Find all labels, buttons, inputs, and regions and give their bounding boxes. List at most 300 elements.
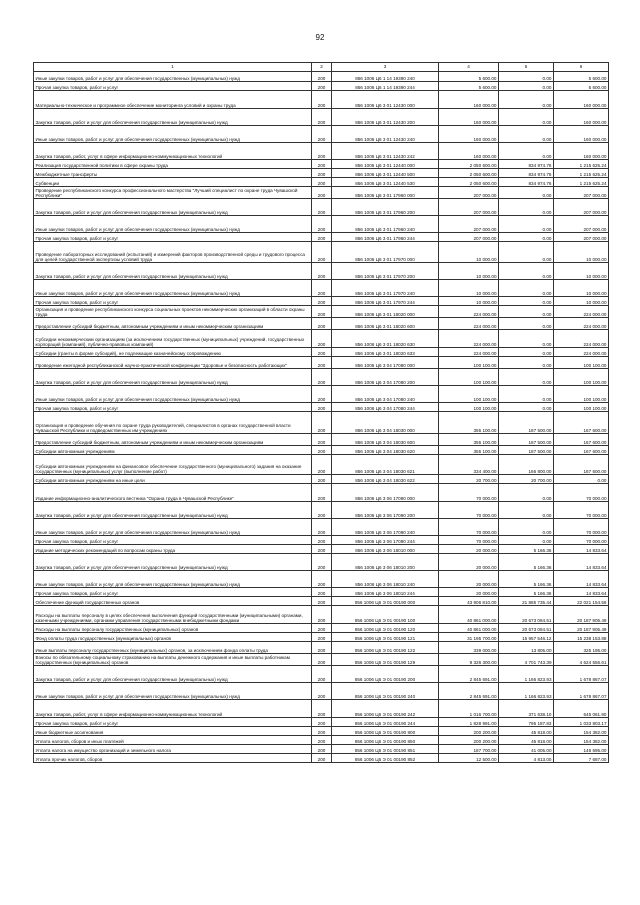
table-row <box>34 754 609 763</box>
row-classification: 856 1006 Ц6 3 01 18020 633 <box>332 348 439 357</box>
row-code: 200 <box>312 263 332 280</box>
row-classification: 856 1006 Ц6 3 04 18030 622 <box>332 475 439 484</box>
row-executed: 21 885 735.44 <box>499 597 554 606</box>
row-code: 200 <box>312 160 332 169</box>
table-row <box>34 297 609 306</box>
row-description: Издание методических рекомендаций по вопросам охраны труда <box>34 545 312 554</box>
row-code: 200 <box>312 754 332 763</box>
table-row <box>34 412 609 434</box>
row-executed: 0.00 <box>499 187 554 199</box>
row-executed: 45 818.00 <box>499 727 554 736</box>
row-executed: 834 974.76 <box>499 169 554 178</box>
row-code: 200 <box>312 606 332 624</box>
row-approved: 2 050 600.00 <box>439 160 499 169</box>
row-classification: 856 1006 Ц6 Э 01 00190 852 <box>332 754 439 763</box>
row-executed: 20 673 084.51 <box>499 624 554 633</box>
row-classification: 856 1006 Ц6 3 01 12430 000 <box>332 91 439 109</box>
row-description: Закупка товаров, работ и услуг для обеспечения государственных (муниципальных) нужд <box>34 502 312 519</box>
row-code: 200 <box>312 588 332 597</box>
row-code: 200 <box>312 718 332 727</box>
row-remaining: 1 215 625.24 <box>554 160 609 169</box>
table-row <box>34 82 609 91</box>
row-executed: 187 500.00 <box>499 446 554 455</box>
row-classification: 856 1006 Ц6 3 04 18030 000 <box>332 412 439 434</box>
row-description: Иные выплаты персоналу государственных (муниципальных) органов, за исключением фонда оплаты труда <box>34 642 312 654</box>
row-code: 200 <box>312 297 332 306</box>
row-approved: 20 000.00 <box>439 588 499 597</box>
row-approved: 43 906 810.00 <box>439 597 499 606</box>
row-executed: 41 005.00 <box>499 745 554 754</box>
row-code: 200 <box>312 369 332 386</box>
row-approved: 200 200.00 <box>439 727 499 736</box>
row-description: Расходы на выплаты персоналу государственных (муниципальных) органов <box>34 624 312 633</box>
table-row <box>34 545 609 554</box>
row-code: 200 <box>312 554 332 571</box>
row-remaining: 224 000.00 <box>554 330 609 348</box>
row-classification: 856 1006 Ц6 3 06 18010 244 <box>332 588 439 597</box>
row-classification: 856 1006 Ц6 3 01 17960 240 <box>332 216 439 233</box>
row-remaining: 10 000.00 <box>554 280 609 297</box>
table-row <box>34 571 609 588</box>
row-remaining: 70 000.00 <box>554 502 609 519</box>
row-approved: 20 000.00 <box>439 545 499 554</box>
row-description: Прочая закупка товаров, работ и услуг <box>34 233 312 242</box>
row-executed: 0.00 <box>499 199 554 216</box>
row-remaining: 224 000.00 <box>554 306 609 318</box>
row-description: Закупка товаров, работ и услуг для обеспечения государственных (муниципальных) нужд <box>34 369 312 386</box>
table-row <box>34 178 609 187</box>
row-remaining: 207 000.00 <box>554 216 609 233</box>
row-code: 200 <box>312 82 332 91</box>
row-approved: 100 100.00 <box>439 357 499 369</box>
row-executed: 834 974.76 <box>499 178 554 187</box>
row-approved: 100 100.00 <box>439 386 499 403</box>
row-approved: 2 845 691.00 <box>439 666 499 683</box>
row-executed: 0.00 <box>499 357 554 369</box>
row-description: Прочая закупка товаров, работ и услуг <box>34 536 312 545</box>
row-remaining: 167 600.00 <box>554 412 609 434</box>
row-description: Иные закупки товаров, работ и услуг для обеспечения государственных (муниципальных) нужд <box>34 571 312 588</box>
row-code: 200 <box>312 109 332 126</box>
row-description: Уплата налога на имущество организаций и земельного налога <box>34 745 312 754</box>
row-code: 200 <box>312 216 332 233</box>
row-executed: 0.00 <box>499 82 554 91</box>
table-row <box>34 109 609 126</box>
row-classification: 856 1006 Ц6 Э 01 00190 129 <box>332 654 439 666</box>
row-code: 200 <box>312 242 332 263</box>
row-remaining: 20 187 905.49 <box>554 606 609 624</box>
row-description: Иные закупки товаров, работ и услуг для обеспечения государственных (муниципальных) нужд <box>34 126 312 143</box>
row-code: 200 <box>312 666 332 683</box>
row-classification: 856 1006 Ц6 3 01 12430 200 <box>332 109 439 126</box>
row-executed: 187 500.00 <box>499 434 554 446</box>
row-executed: 166 800.00 <box>499 455 554 475</box>
table-row <box>34 126 609 143</box>
table-row <box>34 357 609 369</box>
row-description: Реализация государственной политики в сфере охраны труда <box>34 160 312 169</box>
column-header: 3 <box>332 63 439 72</box>
row-approved: 70 000.00 <box>439 519 499 536</box>
row-classification: 856 1006 Ц6 3 01 18020 000 <box>332 306 439 318</box>
table-row <box>34 633 609 642</box>
row-executed: 0.00 <box>499 369 554 386</box>
row-description: Субсидии (гранты в форме субсидий), не подлежащие казначейскому сопровождению <box>34 348 312 357</box>
row-remaining: 160 000.00 <box>554 126 609 143</box>
row-approved: 40 861 000.00 <box>439 606 499 624</box>
row-code: 200 <box>312 126 332 143</box>
row-code: 200 <box>312 475 332 484</box>
table-row <box>34 554 609 571</box>
row-description: Организация и проведение обучения по охране труда руководителей, специалистов в органах государственной власти Чувашской Республики и подведомственных им учреждениях <box>34 412 312 434</box>
column-header: 6 <box>554 63 609 72</box>
row-description: Предоставление субсидий бюджетным, автономным учреждениям и иным некоммерческим организациям <box>34 318 312 330</box>
row-approved: 187 700.00 <box>439 745 499 754</box>
row-code: 200 <box>312 455 332 475</box>
row-classification: 856 1006 Ц6 3 01 17970 200 <box>332 263 439 280</box>
row-approved: 20 700.00 <box>439 475 499 484</box>
row-remaining: 70 000.00 <box>554 519 609 536</box>
row-remaining: 167 600.00 <box>554 434 609 446</box>
row-code: 200 <box>312 700 332 718</box>
row-code: 200 <box>312 357 332 369</box>
table-row <box>34 72 609 82</box>
row-code: 200 <box>312 502 332 519</box>
row-code: 200 <box>312 519 332 536</box>
row-executed: 1 166 823.93 <box>499 683 554 700</box>
row-code: 200 <box>312 143 332 160</box>
column-header: 1 <box>34 63 312 72</box>
row-remaining: 1 215 625.24 <box>554 169 609 178</box>
row-code: 200 <box>312 72 332 82</box>
row-code: 200 <box>312 545 332 554</box>
table-row <box>34 330 609 348</box>
table-row <box>34 263 609 280</box>
row-classification: 856 1006 Ц6 3 01 18020 600 <box>332 318 439 330</box>
row-code: 200 <box>312 348 332 357</box>
row-classification: 856 1006 Ц6 3 01 12440 500 <box>332 169 439 178</box>
row-approved: 12 500.00 <box>439 754 499 763</box>
row-approved: 70 000.00 <box>439 536 499 545</box>
row-approved: 355 100.00 <box>439 434 499 446</box>
row-classification: 856 1006 Ц6 3 01 12430 240 <box>332 126 439 143</box>
row-description: Закупка товаров, работ и услуг для обеспечения государственных (муниципальных) нужд <box>34 554 312 571</box>
row-description: Фонд оплаты труда государственных (муниципальных) органов <box>34 633 312 642</box>
row-description: Взносы по обязательному социальному страхованию на выплаты денежного содержания и иные выплаты работникам государственных (муниципальных) органов <box>34 654 312 666</box>
row-description: Субсидии автономным учреждениям <box>34 446 312 455</box>
row-code: 200 <box>312 484 332 502</box>
row-approved: 20 000.00 <box>439 571 499 588</box>
row-remaining: 10 000.00 <box>554 263 609 280</box>
row-classification: 856 1006 Ц6 1 14 19390 244 <box>332 82 439 91</box>
row-code: 200 <box>312 199 332 216</box>
row-code: 200 <box>312 386 332 403</box>
row-classification: 856 1006 Ц6 3 01 12440 000 <box>332 160 439 169</box>
row-approved: 20 000.00 <box>439 554 499 571</box>
row-executed: 20 673 084.51 <box>499 606 554 624</box>
row-description: Прочая закупка товаров, работ и услуг <box>34 718 312 727</box>
table-row <box>34 242 609 263</box>
row-description: Уплата прочих налогов, сборов <box>34 754 312 763</box>
row-classification: 856 1006 Ц6 Э 01 00190 850 <box>332 736 439 745</box>
row-remaining: 154 382.00 <box>554 736 609 745</box>
row-approved: 224 000.00 <box>439 348 499 357</box>
table-row <box>34 455 609 475</box>
column-header: 2 <box>312 63 332 72</box>
budget-execution-table <box>33 62 609 763</box>
row-classification: 856 1006 Ц6 3 06 17090 000 <box>332 484 439 502</box>
row-classification: 856 1006 Ц6 3 04 18030 600 <box>332 434 439 446</box>
row-approved: 10 000.00 <box>439 263 499 280</box>
row-approved: 160 000.00 <box>439 143 499 160</box>
row-classification: 856 1006 Ц6 1 14 19390 240 <box>332 72 439 82</box>
row-classification: 856 1006 Ц6 3 01 17960 244 <box>332 233 439 242</box>
row-approved: 160 000.00 <box>439 109 499 126</box>
row-classification: 856 1006 Ц6 Э 01 00190 200 <box>332 666 439 683</box>
row-description: Субсидии некоммерческим организациям (за исключением государственных (муниципальных) учреждений, государственных корпораций (компаний), публично-правовых компаний) <box>34 330 312 348</box>
row-executed: 0.00 <box>499 143 554 160</box>
row-executed: 0.00 <box>499 297 554 306</box>
row-executed: 0.00 <box>499 216 554 233</box>
row-remaining: 645 061.90 <box>554 700 609 718</box>
row-approved: 224 000.00 <box>439 330 499 348</box>
table-row <box>34 727 609 736</box>
row-classification: 856 1006 Ц6 3 06 17090 240 <box>332 519 439 536</box>
row-description: Закупка товаров, работ, услуг в сфере информационно-коммуникационных технологий <box>34 700 312 718</box>
row-approved: 207 000.00 <box>439 233 499 242</box>
row-description: Иные закупки товаров, работ и услуг для обеспечения государственных (муниципальных) нужд <box>34 280 312 297</box>
row-description: Закупка товаров, работ, услуг в сфере информационно-коммуникационных технологий <box>34 143 312 160</box>
row-classification: 856 1006 Ц6 3 01 17960 000 <box>332 187 439 199</box>
row-remaining: 167 600.00 <box>554 455 609 475</box>
table-row <box>34 143 609 160</box>
row-description: Закупка товаров, работ и услуг для обеспечения государственных (муниципальных) нужд <box>34 666 312 683</box>
row-remaining: 10 000.00 <box>554 242 609 263</box>
row-code: 200 <box>312 536 332 545</box>
row-executed: 0.00 <box>499 318 554 330</box>
row-remaining: 5 600.00 <box>554 82 609 91</box>
row-classification: 856 1006 Ц6 Э 01 00190 800 <box>332 727 439 736</box>
row-executed: 5 166.36 <box>499 545 554 554</box>
row-description: Уплата налогов, сборов и иных платежей <box>34 736 312 745</box>
row-code: 200 <box>312 654 332 666</box>
row-executed: 834 974.76 <box>499 160 554 169</box>
row-description: Прочая закупка товаров, работ и услуг <box>34 588 312 597</box>
row-description: Расходы на выплаты персоналу в целях обеспечения выполнения функций государственными (муниципальными) органами, казенными учреждениями, органами управления государственными внебюджетными фондами <box>34 606 312 624</box>
row-executed: 0.00 <box>499 242 554 263</box>
column-header: 5 <box>499 63 554 72</box>
row-remaining: 224 000.00 <box>554 318 609 330</box>
row-classification: 856 1006 Ц6 3 06 18010 240 <box>332 571 439 588</box>
row-classification: 856 1006 Ц6 3 06 18010 000 <box>332 545 439 554</box>
table-row <box>34 216 609 233</box>
row-approved: 355 100.00 <box>439 446 499 455</box>
table-row <box>34 666 609 683</box>
row-remaining: 154 382.00 <box>554 727 609 736</box>
row-remaining: 22 021 154.56 <box>554 597 609 606</box>
row-description: Субвенции <box>34 178 312 187</box>
row-executed: 15 957 546.12 <box>499 633 554 642</box>
row-classification: 856 1006 Ц6 Э 01 00190 242 <box>332 700 439 718</box>
row-classification: 856 1006 Ц6 3 01 12440 530 <box>332 178 439 187</box>
table-row <box>34 536 609 545</box>
row-code: 200 <box>312 403 332 412</box>
row-executed: 795 187.83 <box>499 718 554 727</box>
row-remaining: 167 600.00 <box>554 446 609 455</box>
row-remaining: 100 100.00 <box>554 386 609 403</box>
row-executed: 5 166.36 <box>499 571 554 588</box>
row-remaining: 4 624 556.61 <box>554 654 609 666</box>
row-classification: 856 1006 Ц6 3 04 17080 000 <box>332 357 439 369</box>
table-row <box>34 484 609 502</box>
row-approved: 5 600.00 <box>439 82 499 91</box>
row-code: 200 <box>312 91 332 109</box>
row-code: 200 <box>312 178 332 187</box>
row-approved: 9 326 300.00 <box>439 654 499 666</box>
row-classification: 856 1006 Ц6 Э 01 00190 851 <box>332 745 439 754</box>
row-remaining: 160 000.00 <box>554 109 609 126</box>
table-row <box>34 280 609 297</box>
table-row <box>34 597 609 606</box>
row-approved: 100 100.00 <box>439 403 499 412</box>
row-approved: 334 400.00 <box>439 455 499 475</box>
row-code: 200 <box>312 642 332 654</box>
row-description: Материально-техническое и программное обеспечение мониторинга условий и охраны труда <box>34 91 312 109</box>
row-classification: 856 1006 Ц6 Э 01 00190 240 <box>332 683 439 700</box>
row-code: 200 <box>312 412 332 434</box>
row-code: 200 <box>312 233 332 242</box>
row-approved: 10 000.00 <box>439 280 499 297</box>
row-description: Прочая закупка товаров, работ и услуг <box>34 297 312 306</box>
row-approved: 100 100.00 <box>439 369 499 386</box>
row-executed: 5 166.36 <box>499 554 554 571</box>
row-description: Межбюджетные трансферты <box>34 169 312 178</box>
row-approved: 160 000.00 <box>439 126 499 143</box>
row-remaining: 20 187 905.49 <box>554 624 609 633</box>
row-approved: 2 050 600.00 <box>439 178 499 187</box>
row-approved: 2 845 691.00 <box>439 683 499 700</box>
table-row <box>34 700 609 718</box>
row-executed: 0.00 <box>499 502 554 519</box>
row-executed: 5 166.36 <box>499 588 554 597</box>
table-row <box>34 348 609 357</box>
row-remaining: 100 100.00 <box>554 357 609 369</box>
row-approved: 40 861 000.00 <box>439 624 499 633</box>
row-executed: 0.00 <box>499 519 554 536</box>
row-code: 200 <box>312 597 332 606</box>
row-executed: 0.00 <box>499 72 554 82</box>
row-classification: 856 1006 Ц6 3 01 12430 242 <box>332 143 439 160</box>
row-code: 200 <box>312 446 332 455</box>
table-row <box>34 502 609 519</box>
row-executed: 0.00 <box>499 91 554 109</box>
row-approved: 224 000.00 <box>439 318 499 330</box>
row-classification: 856 1006 Ц6 Э 01 00190 000 <box>332 597 439 606</box>
row-description: Иные закупки товаров, работ и услуг для обеспечения государственных (муниципальных) нужд <box>34 72 312 82</box>
row-executed: 0.00 <box>499 536 554 545</box>
row-classification: 856 1006 Ц6 Э 01 00190 122 <box>332 642 439 654</box>
row-remaining: 1 678 867.07 <box>554 666 609 683</box>
row-description: Субсидии автономным учреждениям на иные цели <box>34 475 312 484</box>
table-row <box>34 169 609 178</box>
row-remaining: 207 000.00 <box>554 199 609 216</box>
row-executed: 0.00 <box>499 306 554 318</box>
row-remaining: 14 833.64 <box>554 571 609 588</box>
row-executed: 0.00 <box>499 280 554 297</box>
row-description: Проведение ежегодной республиканской научно-практической конференции "Здоровье и безопасность работающих" <box>34 357 312 369</box>
row-classification: 856 1006 Ц6 3 01 17970 240 <box>332 280 439 297</box>
table-row <box>34 403 609 412</box>
row-classification: 856 1006 Ц6 3 06 17090 200 <box>332 502 439 519</box>
row-approved: 200 200.00 <box>439 736 499 745</box>
row-classification: 856 1006 Ц6 3 01 17960 200 <box>332 199 439 216</box>
row-description: Иные закупки товаров, работ и услуг для обеспечения государственных (муниципальных) нужд <box>34 519 312 536</box>
table-row <box>34 642 609 654</box>
row-classification: 856 1006 Ц6 3 04 18030 621 <box>332 455 439 475</box>
row-approved: 70 000.00 <box>439 484 499 502</box>
row-description: Иные закупки товаров, работ и услуг для обеспечения государственных (муниципальных) нужд <box>34 386 312 403</box>
row-remaining: 7 687.00 <box>554 754 609 763</box>
row-approved: 2 050 600.00 <box>439 169 499 178</box>
table-row <box>34 199 609 216</box>
table-header-row <box>34 63 609 72</box>
table-row <box>34 736 609 745</box>
table-row <box>34 306 609 318</box>
row-approved: 339 000.00 <box>439 642 499 654</box>
row-remaining: 1 215 625.24 <box>554 178 609 187</box>
row-approved: 355 100.00 <box>439 412 499 434</box>
row-remaining: 224 000.00 <box>554 348 609 357</box>
table-row <box>34 683 609 700</box>
row-description: Иные закупки товаров, работ и услуг для обеспечения государственных (муниципальных) нужд <box>34 683 312 700</box>
row-description: Издание информационно-аналитического вестника "Охрана труда в Чувашской Республике" <box>34 484 312 502</box>
row-remaining: 10 000.00 <box>554 297 609 306</box>
row-executed: 0.00 <box>499 263 554 280</box>
table-row <box>34 606 609 624</box>
page-number: 92 <box>315 33 325 42</box>
row-description: Обеспечение функций государственных органов <box>34 597 312 606</box>
row-classification: 856 1006 Ц6 3 01 17970 000 <box>332 242 439 263</box>
row-description: Закупка товаров, работ и услуг для обеспечения государственных (муниципальных) нужд <box>34 199 312 216</box>
row-classification: 856 1006 Ц6 3 04 17080 244 <box>332 403 439 412</box>
table-row <box>34 588 609 597</box>
row-code: 200 <box>312 736 332 745</box>
row-remaining: 14 833.64 <box>554 554 609 571</box>
row-approved: 70 000.00 <box>439 502 499 519</box>
row-code: 200 <box>312 571 332 588</box>
row-executed: 371 638.10 <box>499 700 554 718</box>
row-approved: 207 000.00 <box>439 216 499 233</box>
table-row <box>34 745 609 754</box>
table-row <box>34 718 609 727</box>
row-code: 200 <box>312 280 332 297</box>
row-description: Организация и проведение республиканского конкурса социальных проектов некоммерческих организаций в области охраны труда <box>34 306 312 318</box>
row-executed: 0.00 <box>499 484 554 502</box>
row-remaining: 146 695.00 <box>554 745 609 754</box>
column-header: 4 <box>439 63 499 72</box>
table-row <box>34 446 609 455</box>
table-row <box>34 187 609 199</box>
row-classification: 856 1006 Ц6 Э 01 00190 244 <box>332 718 439 727</box>
table-row <box>34 519 609 536</box>
row-approved: 31 195 700.00 <box>439 633 499 642</box>
row-classification: 856 1006 Ц6 3 01 17970 244 <box>332 297 439 306</box>
row-code: 200 <box>312 683 332 700</box>
row-executed: 20 700.00 <box>499 475 554 484</box>
row-remaining: 70 000.00 <box>554 536 609 545</box>
row-approved: 1 828 991.00 <box>439 718 499 727</box>
row-remaining: 5 600.00 <box>554 72 609 82</box>
row-executed: 13 805.00 <box>499 642 554 654</box>
